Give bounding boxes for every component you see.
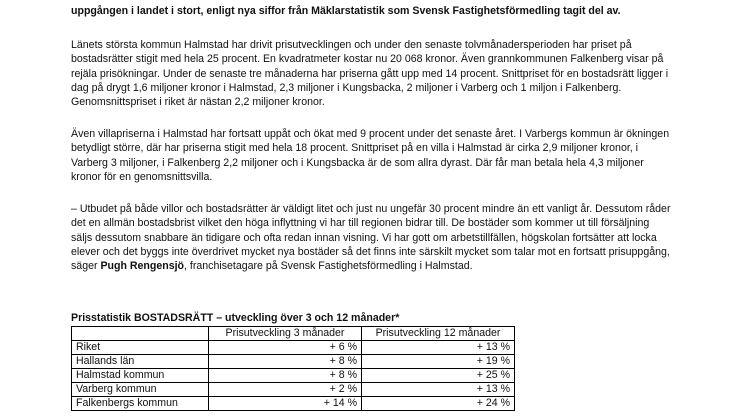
- body-paragraph-2: Även villapriserna i Halmstad har fortsatt uppåt och ökat med 9 procent under det senaste året. I Varbergs kommun är ökningen betydligt större, där har priserna stigit med hela 18 procent. Snittpriset på en villa i Halmstad är cirka 2,9 miljoner kronor, i Varberg 3 miljoner, i Falkenberg 2,2 miljoner och i Kungsbacka är de som allra dyrast. Där får man betala hela 4,3 miljoner kronor för en genomsnittsvilla.: [71, 128, 670, 183]
- table-row: [72, 369, 515, 383]
- table-header-cell: Prisutveckling 12 månader: [362, 327, 515, 341]
- change-12m-cell: + 19 %: [362, 355, 515, 369]
- region-cell: Riket: [72, 341, 209, 355]
- change-12m-cell: + 13 %: [362, 383, 515, 397]
- price-statistics-table: [71, 326, 515, 411]
- table-row: [72, 341, 515, 355]
- change-3m-cell: + 8 %: [209, 355, 362, 369]
- region-cell: Hallands län: [72, 355, 209, 369]
- table-header-cell: Prisutveckling 3 månader: [209, 327, 362, 341]
- table-row: [72, 383, 515, 397]
- change-3m-cell: + 6 %: [209, 341, 362, 355]
- region-cell: Halmstad kommun: [72, 369, 209, 383]
- table-row: [72, 355, 515, 369]
- table-row: [72, 397, 515, 411]
- quote-text: – Utbudet på både villor och bostadsrätter är väldigt litet och just nu ungefär 30 procent mindre än ett vanligt år. Dessutom råder det en allmän bostadsbrist vilket den höga inflyttning vi har till regionen bidrar till. De bostäder som kommer ut till försäljning säljs dessutom snabbare än tidigare och ofta redan innan visning. Vi har gott om arbetstillfällen, högskolan fortsätter att locka elever och det byggs inte överdrivet mycket nya bostäder så det finns inte särskilt mycket som talar mot en fortsatt prisuppgång, säger: [71, 203, 671, 273]
- change-12m-cell: + 25 %: [362, 369, 515, 383]
- table-title: Prisstatistik BOSTADSRÄTT – utveckling över 3 och 12 månader*: [71, 312, 400, 324]
- quote-speaker-title: , franchisetagare på Svensk Fastighetsförmedling i Halmstad.: [184, 260, 473, 273]
- region-cell: Varberg kommun: [72, 383, 209, 397]
- change-3m-cell: + 8 %: [209, 369, 362, 383]
- change-12m-cell: + 24 %: [362, 397, 515, 411]
- change-3m-cell: + 14 %: [209, 397, 362, 411]
- quote-speaker: Pugh Rengensjö: [100, 260, 185, 273]
- change-12m-cell: + 13 %: [362, 341, 515, 355]
- region-cell: Falkenbergs kommun: [72, 397, 209, 411]
- quote-paragraph: [71, 202, 671, 273]
- lead-paragraph: uppgången i landet i stort, enligt nya siffor från Mäklarstatistik som Svensk Fastighetsförmedling tagit del av.: [71, 5, 621, 17]
- table-header-row: [72, 327, 515, 341]
- table-header-cell: [72, 327, 209, 341]
- body-paragraph-1: Länets största kommun Halmstad har drivit prisutvecklingen och under den senaste tolvmånadersperioden har priset på bostadsrätter stigit med hela 25 procent. En kvadratmeter kostar nu 20 068 kronor. Även grannkommunen Falkenberg visar på rejäla prisökningar. Under de senaste tre månaderna har priserna gått upp med 14 procent. Snittpriset för en bostadsrätt ligger i dag på drygt 1,6 miljoner kronor i Halmstad, 2,3 miljoner i Kungsbacka, 2 miljoner i Varberg och 1 miljon i Falkenberg. Genomsnittspriset i riket är nästan 2,2 miljoner kronor.: [71, 39, 669, 109]
- change-3m-cell: + 2 %: [209, 383, 362, 397]
